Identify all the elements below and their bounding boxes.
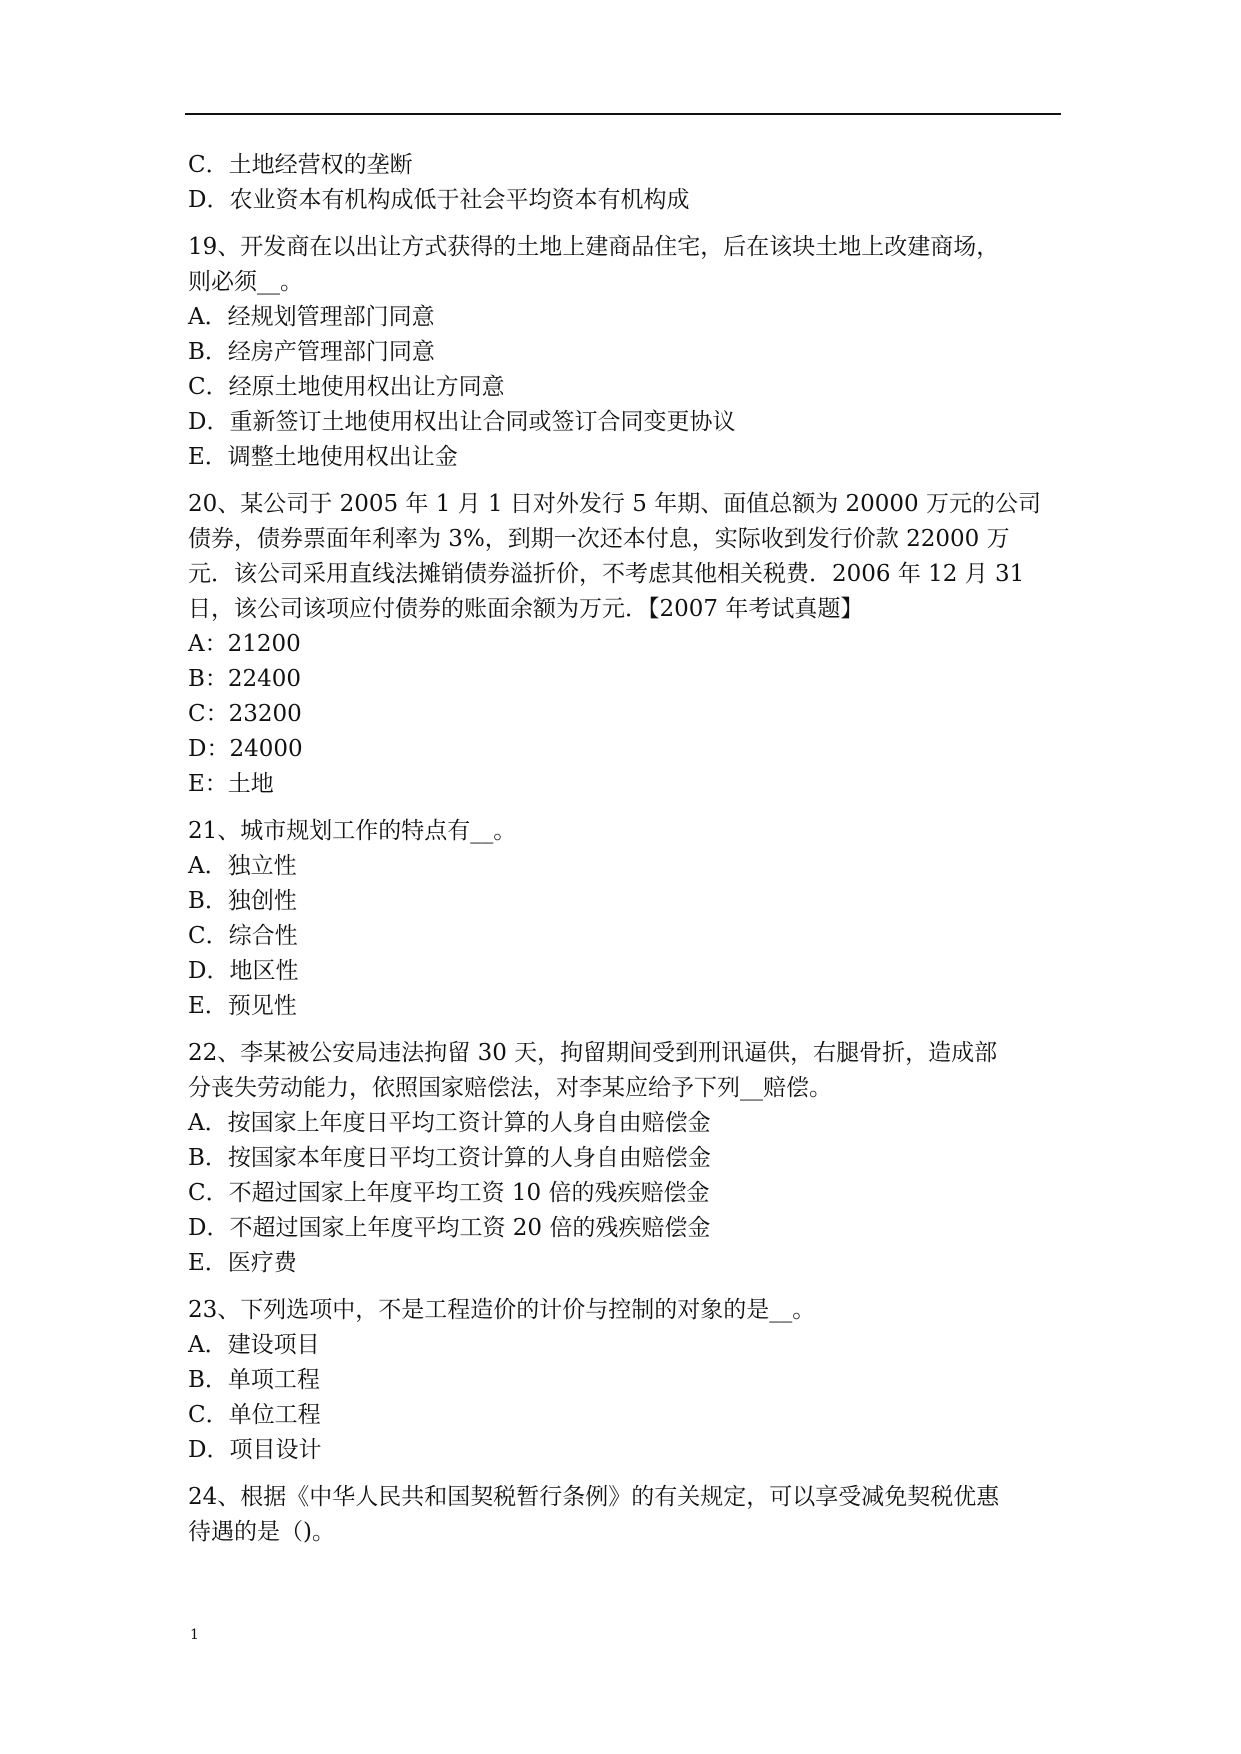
- option-line: C．经原土地使用权出让方同意: [188, 374, 505, 400]
- option-line: D．不超过国家上年度平均工资 20 倍的残疾赔偿金: [188, 1215, 711, 1241]
- question-text: 20、某公司于 2005 年 1 月 1 日对外发行 5 年期、面值总额为 20000 万元的公司: [188, 491, 1041, 517]
- header-rule: [185, 113, 1061, 115]
- option-line: E．预见性: [188, 993, 297, 1019]
- option-line: C．土地经营权的垄断: [188, 152, 413, 178]
- option-line: E．医疗费: [188, 1250, 297, 1276]
- option-line: C．不超过国家上年度平均工资 10 倍的残疾赔偿金: [188, 1180, 710, 1206]
- question-text: 24、根据《中华人民共和国契税暂行条例》的有关规定，可以享受减免契税优惠: [188, 1484, 1000, 1510]
- option-line: E．调整土地使用权出让金: [188, 444, 458, 470]
- option-line: B．单项工程: [188, 1367, 320, 1393]
- option-line: D．重新签订土地使用权出让合同或签订合同变更协议: [188, 409, 736, 435]
- option-line: D．地区性: [188, 958, 299, 984]
- option-line: E：土地: [188, 771, 274, 797]
- option-line: B．按国家本年度日平均工资计算的人身自由赔偿金: [188, 1145, 711, 1171]
- question-text: 22、李某被公安局违法拘留 30 天，拘留期间受到刑讯逼供，右腿骨折，造成部: [188, 1040, 998, 1066]
- document-body: [188, 148, 1058, 1550]
- question-23: [188, 1293, 1058, 1468]
- option-line: A．按国家上年度日平均工资计算的人身自由赔偿金: [188, 1110, 711, 1136]
- option-line: A：21200: [188, 631, 301, 657]
- option-line: D．项目设计: [188, 1437, 322, 1463]
- option-line: D：24000: [188, 736, 303, 762]
- option-line: C．单位工程: [188, 1402, 321, 1428]
- question-text: 19、开发商在以出让方式获得的土地上建商品住宅，后在该块土地上改建商场，: [188, 234, 1000, 260]
- continued-options: [188, 148, 1058, 218]
- option-line: B．独创性: [188, 888, 297, 914]
- option-line: A．独立性: [188, 853, 297, 879]
- option-line: C．综合性: [188, 923, 298, 949]
- question-text: 则必须__。: [188, 269, 303, 295]
- question-19: [188, 230, 1058, 475]
- question-24: [188, 1480, 1058, 1550]
- question-21: [188, 814, 1058, 1024]
- question-text: 21、城市规划工作的特点有__。: [188, 818, 517, 844]
- question-text: 债券，债券票面年利率为 3%，到期一次还本付息，实际收到发行价款 22000 万: [188, 526, 1010, 552]
- option-line: D．农业资本有机构成低于社会平均资本有机构成: [188, 187, 690, 213]
- option-line: B．经房产管理部门同意: [188, 339, 435, 365]
- option-line: B：22400: [188, 666, 302, 692]
- page-number: 1: [190, 1627, 199, 1643]
- question-text: 元．该公司采用直线法摊销债券溢折价，不考虑其他相关税费．2006 年 12 月 31: [188, 561, 1025, 587]
- question-text: 分丧失劳动能力，依照国家赔偿法，对李某应给予下列__赔偿。: [188, 1075, 832, 1101]
- question-text: 待遇的是（)。: [188, 1519, 335, 1545]
- question-text: 23、下列选项中，不是工程造价的计价与控制的对象的是__。: [188, 1297, 816, 1323]
- question-20: [188, 487, 1058, 802]
- option-line: A．建设项目: [188, 1332, 320, 1358]
- question-22: [188, 1036, 1058, 1281]
- option-line: A．经规划管理部门同意: [188, 304, 435, 330]
- option-line: C：23200: [188, 701, 302, 727]
- question-text: 日，该公司该项应付债券的账面余额为万元．【2007 年考试真题】: [188, 596, 864, 622]
